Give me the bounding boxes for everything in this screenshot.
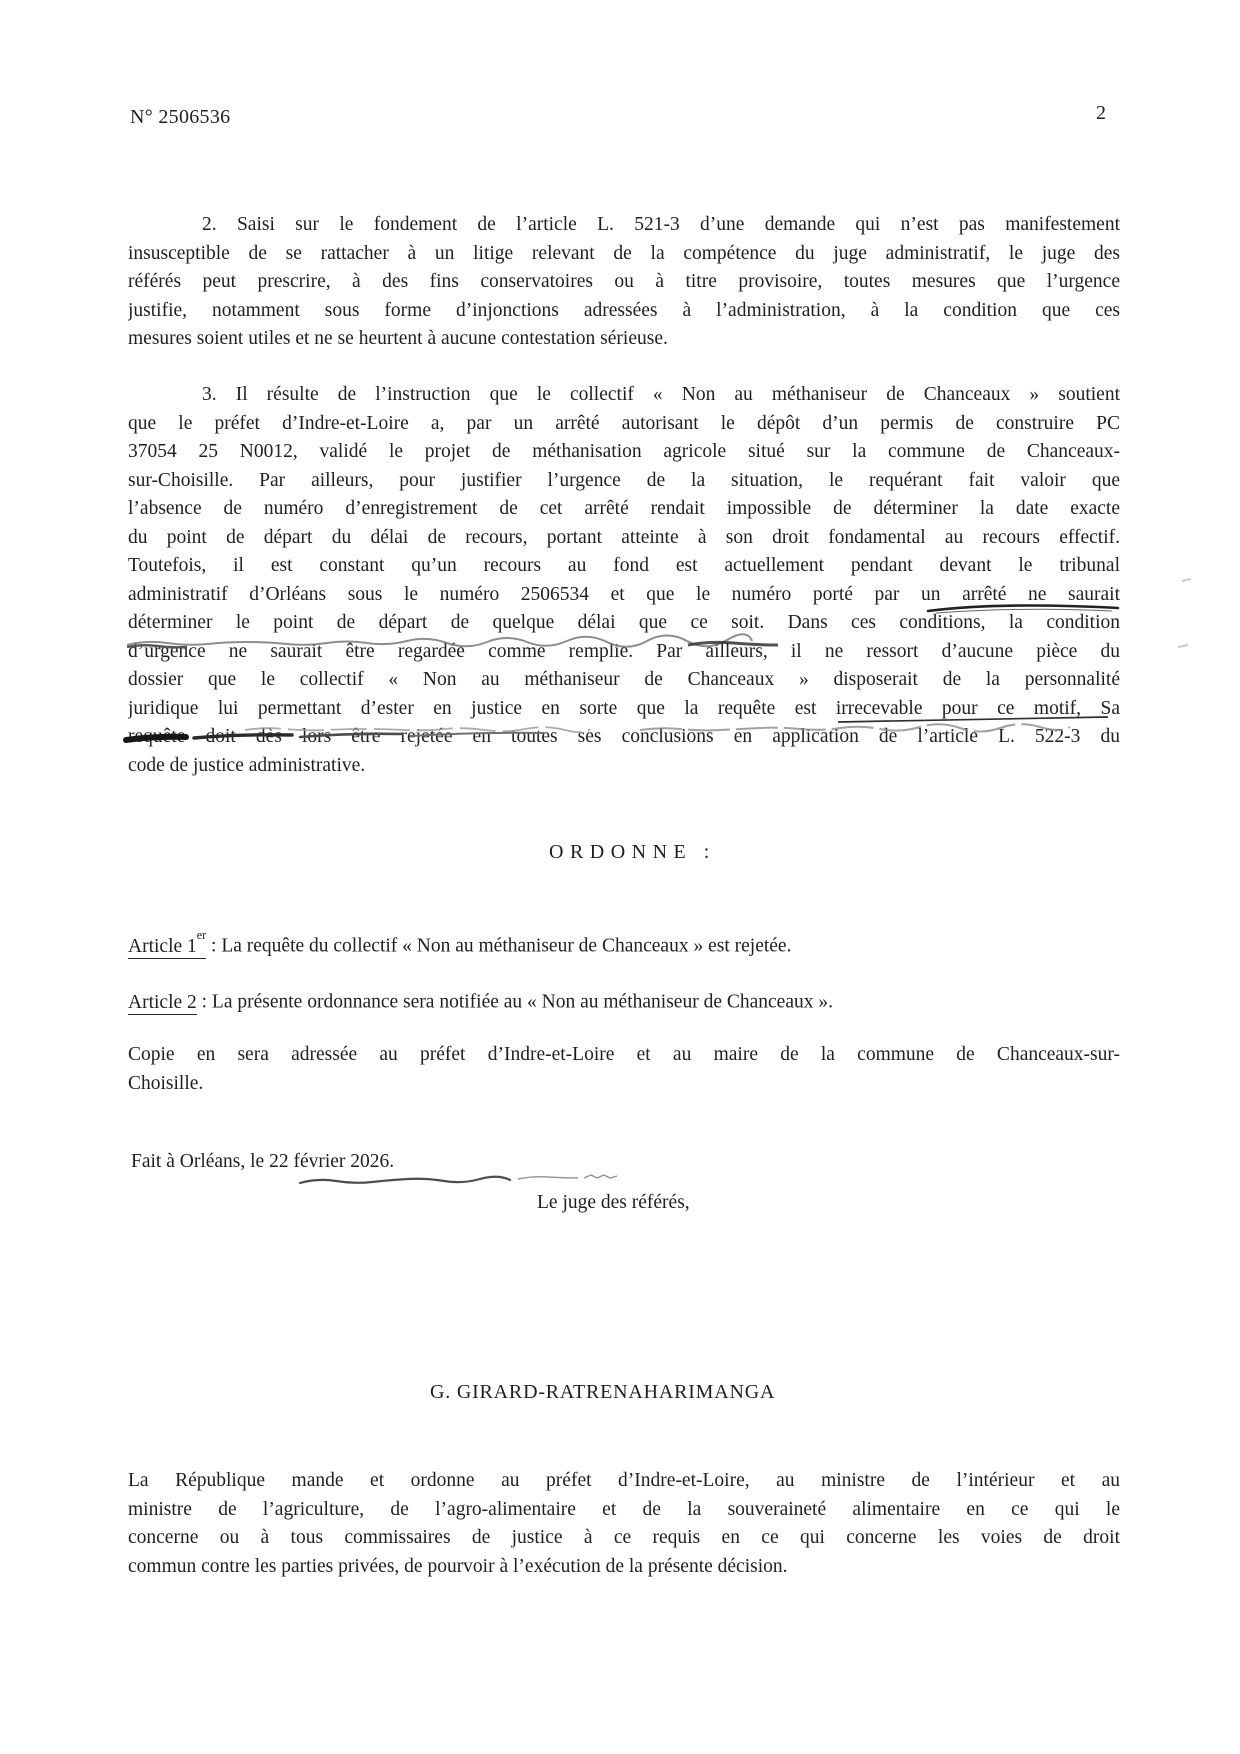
text-line: Toutefois, il est constant qu’un recours au fond est actuellement pendant devant le tribunal	[128, 555, 1120, 576]
pen-underline-date-tail	[518, 1177, 578, 1179]
text-line: référés peut prescrire, à des fins conservatoires ou à titre provisoire, toutes mesures que l’urgence	[128, 271, 1120, 292]
text-line: La République mande et ordonne au préfet d’Indre-et-Loire, au ministre de l’intérieur et au	[128, 1470, 1120, 1491]
article-1-label-sup: er	[196, 927, 207, 942]
text-line: requête doit dès lors être rejetée en toutes ses conclusions en application de l’article L. 522-3 du	[128, 726, 1120, 747]
text-line: déterminer le point de départ de quelque délai que ce soit. Dans ces conditions, la condition	[128, 612, 1120, 633]
article-2-label-text: Article 2	[128, 991, 197, 1013]
text-line: que le préfet d’Indre-et-Loire a, par un arrêté autorisant le dépôt d’un permis de construire PC	[128, 412, 1120, 434]
copy-note	[128, 1041, 1120, 1098]
doc-number: N° 2506536	[130, 106, 231, 128]
text-line: insusceptible de se rattacher à un litige relevant de la compétence du juge administratif, le juge des	[128, 242, 1120, 264]
article-2-label	[128, 992, 197, 1015]
paragraph-2	[128, 211, 1120, 354]
text-line: ministre de l’agriculture, de l’agro-alimentaire et de la souveraineté alimentaire en ce qui le	[128, 1498, 1120, 1520]
judge-signature-name: G. GIRARD-RATRENAHARIMANGA	[430, 1381, 776, 1403]
text-line: commun contre les parties privées, de pourvoir à l’exécution de la présente décision.	[128, 1555, 788, 1577]
text-line: 37054 25 N0012, validé le projet de méthanisation agricole situé sur la commune de Chanceaux-	[128, 441, 1120, 462]
scan-artifact-1	[1182, 579, 1191, 581]
text-line: d’urgence ne saurait être regardée comme remplie. Par ailleurs, il ne ressort d’aucune pièce du	[128, 640, 1120, 662]
text-line: concerne ou à tous commissaires de justice à ce requis en ce qui concerne les voies de droit	[128, 1527, 1120, 1548]
article-2-text: : La présente ordonnance sera notifiée au « Non au méthaniseur de Chanceaux ».	[196, 991, 833, 1013]
paragraph-3	[128, 381, 1120, 780]
text-line: sur-Choisille. Par ailleurs, pour justifier l’urgence de la situation, le requérant fait valoir que	[128, 469, 1120, 491]
text-line: code de justice administrative.	[128, 754, 366, 776]
article-1-label-text: Article 1	[128, 935, 197, 957]
text-line: Copie en sera adressée au préfet d’Indre-et-Loire et au maire de la commune de Chanceaux-sur-	[128, 1044, 1120, 1065]
pen-scribble-date-end	[584, 1175, 617, 1178]
article-1	[128, 926, 1120, 961]
text-line: justifie, notamment sous forme d’injonctions adressées à l’administration, à la condition que ces	[128, 299, 1120, 321]
execution-clause	[128, 1467, 1120, 1581]
text-line: administratif d’Orléans sous le numéro 2506534 et que le numéro porté par un arrêté ne saurait	[128, 583, 1120, 605]
ordonne-heading: ORDONNE :	[549, 841, 716, 863]
text-line: mesures soient utiles et ne se heurtent à aucune contestation sérieuse.	[128, 328, 668, 349]
text-line: du point de départ du délai de recours, portant atteinte à son droit fondamental au recours effectif.	[128, 526, 1120, 548]
text-line: 3. Il résulte de l’instruction que le collectif « Non au méthaniseur de Chanceaux » soutient	[202, 384, 1120, 405]
date-line: Fait à Orléans, le 22 février 2026.	[131, 1151, 395, 1172]
article-2	[128, 982, 1120, 1017]
text-line: l’absence de numéro d’enregistrement de cet arrêté rendait impossible de déterminer la date exacte	[128, 498, 1120, 519]
scan-artifact-2	[1178, 645, 1188, 647]
text-line: Choisille.	[128, 1072, 204, 1094]
text-line: juridique lui permettant d’ester en justice en sorte que la requête est irrecevable pour ce motif, Sa	[128, 697, 1120, 719]
article-1-text: : La requête du collectif « Non au méthaniseur de Chanceaux » est rejetée.	[206, 935, 792, 957]
judge-title: Le juge des référés,	[537, 1192, 690, 1213]
text-line: dossier que le collectif « Non au méthaniseur de Chanceaux » disposerait de la personnalité	[128, 669, 1120, 690]
pen-underline-date	[300, 1177, 510, 1183]
text-line: 2. Saisi sur le fondement de l’article L. 521-3 d’une demande qui n’est pas manifestement	[202, 214, 1120, 235]
page-number: 2	[1096, 102, 1106, 124]
article-1-label	[128, 927, 207, 959]
